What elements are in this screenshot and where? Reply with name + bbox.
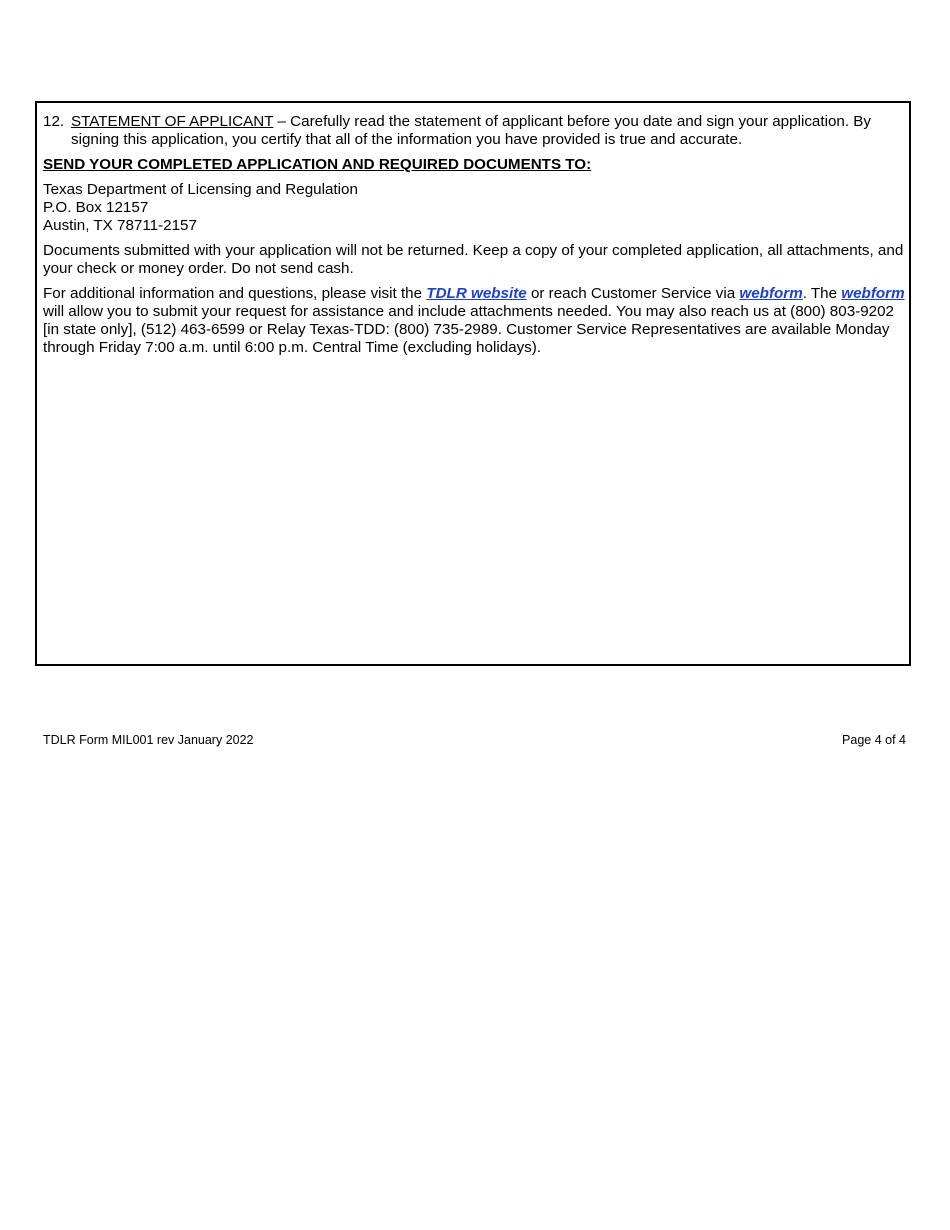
contact-text-3: . The [802,285,842,302]
contact-text-2: or reach Customer Service via [526,285,740,302]
address-line-3: Austin, TX 78711-2157 [43,217,197,234]
contact-text-4: will allow you to submit your request for assistance and include attachments needed. You may also reach us at (800) 803-9202 [in state only], (512) 463-6599 or Relay Texas-TDD: (800) 735-2989. Customer Service Representatives are available Monday through Friday 7:00 a.m. until 6:00 p.m. Central Time (excluding holidays). [43,303,894,356]
tdlr-website-link[interactable]: TDLR website [426,285,527,302]
contact-paragraph [43,285,907,357]
statement-of-applicant-item [43,113,907,149]
mailing-address [43,181,907,235]
webform-link[interactable]: webform [739,285,803,302]
address-line-1: Texas Department of Licensing and Regulation [43,181,358,198]
item-number: 12. [43,113,65,130]
address-line-2: P.O. Box 12157 [43,199,149,216]
webform-link-2[interactable]: webform [841,285,905,302]
page-number-footer: Page 4 of 4 [842,733,906,747]
form-id-footer: TDLR Form MIL001 rev January 2022 [43,733,254,747]
statement-text: – Carefully read the statement of applicant before you date and sign your application. By signing this application, you certify that all of the information you have provided is true and accurate. [71,113,872,148]
documents-note: Documents submitted with your application will not be returned. Keep a copy of your completed application, all attachments, and your check or money order. Do not send cash. [43,242,904,277]
contact-text-1: For additional information and questions, please visit the [43,285,427,302]
statement-title: STATEMENT OF APPLICANT [71,113,274,130]
form-content [43,113,907,357]
send-heading: SEND YOUR COMPLETED APPLICATION AND REQUIRED DOCUMENTS TO: [43,156,592,173]
